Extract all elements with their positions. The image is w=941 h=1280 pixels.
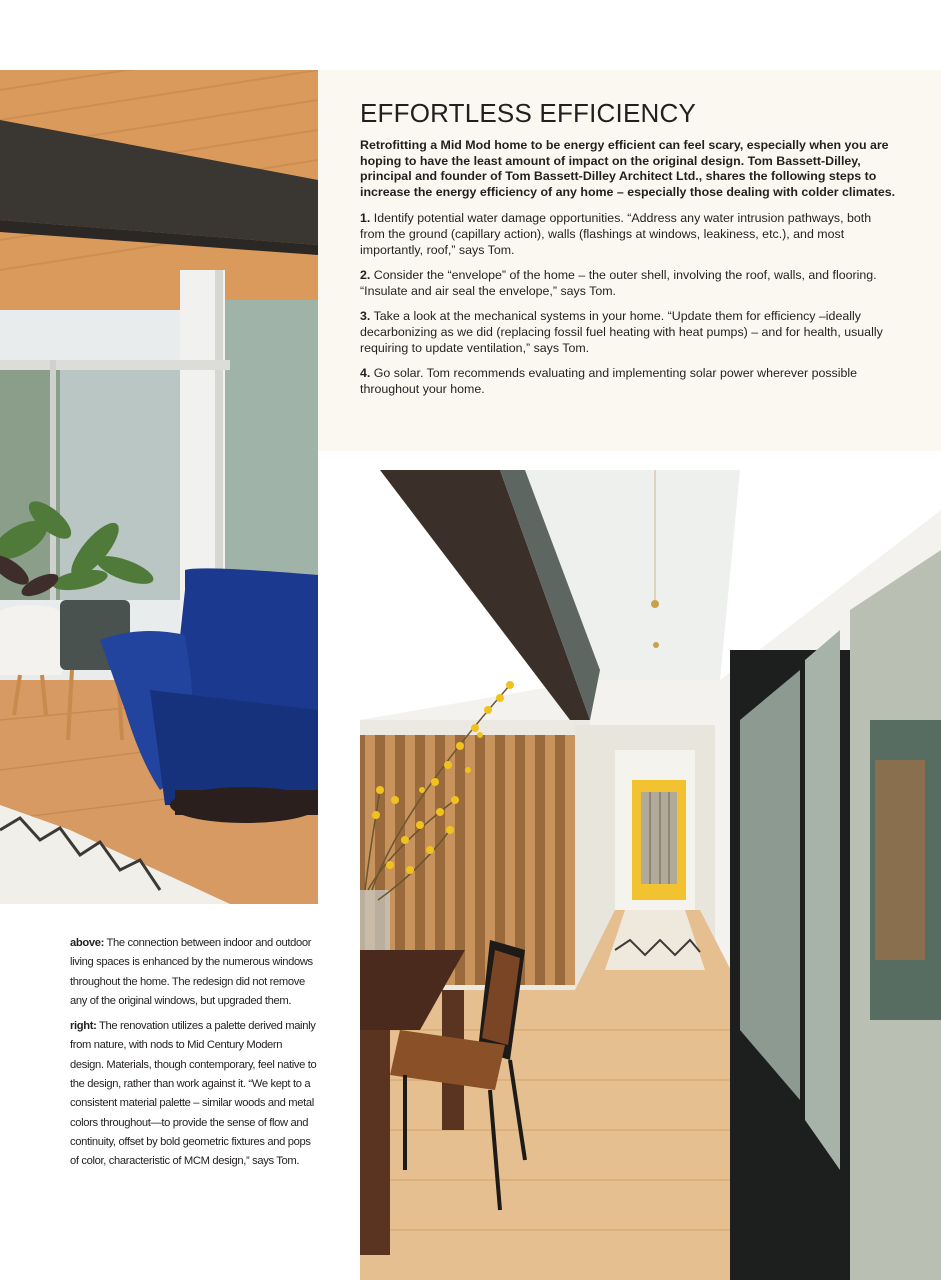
- caption-text: The renovation utilizes a palette derived mainly from nature, with nods to Mid Century Modern design. Materials, though contemporary, feel native to the design, rather than work against it. “We kept to a consistent material palette – similar woods and metal colors throughout—to provide the sense of flow and continuity, offset by bold geometric fixtures and pops of color, characteristic of MCM design,” says Tom.: [70, 1020, 317, 1168]
- step-item: [360, 210, 899, 258]
- sidebar-title: EFFORTLESS EFFICIENCY: [360, 98, 696, 128]
- step-number: 2.: [360, 268, 371, 282]
- step-text: Consider the “envelope” of the home – the outer shell, involving the roof, walls, and flooring. “Insulate and air seal the envelope,” says Tom.: [360, 268, 877, 298]
- living-room-photo: [0, 70, 318, 904]
- photo-captions: [70, 934, 318, 1178]
- efficiency-sidebar: [318, 70, 941, 451]
- sidebar-intro: Retrofitting a Mid Mod home to be energy efficient can feel scary, especially when you are hoping to have the least amount of impact on the original design. Tom Bassett-Dilley, principal and founder of Tom Bassett-Dilley Architect Ltd., shares the following steps to increase the energy efficiency of any home – especially those dealing with colder climates.: [360, 138, 896, 199]
- caption-lead: above:: [70, 937, 104, 949]
- caption-lead: right:: [70, 1020, 97, 1033]
- hallway-photo: [360, 470, 941, 1280]
- step-item: [360, 365, 899, 397]
- step-item: [360, 267, 899, 299]
- step-text: Go solar. Tom recommends evaluating and implementing solar power wherever possible throughout your home.: [360, 366, 858, 396]
- caption-text: The connection between indoor and outdoor living spaces is enhanced by the numerous windows throughout the home. The redesign did not remove any of the original windows, but upgraded them.: [70, 937, 313, 1007]
- caption-above: [70, 934, 318, 1011]
- step-number: 4.: [360, 366, 371, 380]
- step-number: 1.: [360, 211, 371, 225]
- step-text: Identify potential water damage opportunities. “Address any water intrusion pathways, both from the ground (capillary action), walls (flashings at windows, leakiness, etc.), and most importantly, roof,” says Tom.: [360, 211, 872, 257]
- step-text: Take a look at the mechanical systems in your home. “Update them for efficiency –ideally decarbonizing as we did (replacing fossil fuel heating with heat pumps) – and for health, usually requiring to update ventilation,” says Tom.: [360, 309, 883, 355]
- step-item: [360, 308, 899, 356]
- caption-right: [70, 1017, 318, 1171]
- step-number: 3.: [360, 309, 371, 323]
